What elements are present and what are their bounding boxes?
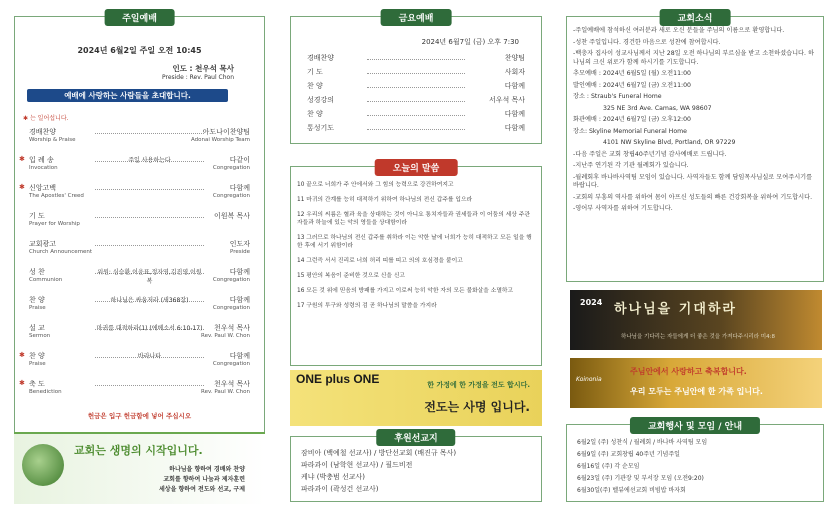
order-row — [15, 183, 264, 209]
order-leader: 천우석 목사 — [213, 380, 250, 388]
order-name-en: Worship & Praise — [29, 137, 76, 143]
friday-item-leader: 다함께 — [504, 124, 525, 132]
order-row — [15, 267, 264, 293]
order-name-en: Communion — [29, 277, 63, 283]
order-leader: 다함께 — [229, 184, 250, 192]
news-item: -다음 주일은 교회 창립40주년기념 감사예배로 드립니다. — [573, 150, 727, 158]
order-leader: 다같이 — [229, 156, 250, 164]
order-name: 기 도 — [29, 212, 45, 220]
friday-worship-panel — [290, 16, 542, 144]
tab-todays-word: 오늘의 말씀 — [375, 159, 458, 176]
order-name: 교회광고 — [29, 240, 57, 248]
verse-item: 15 평안의 복음이 준비한 것으로 신을 신고 — [297, 273, 406, 279]
order-detail: 주일 사용하는다 — [128, 157, 171, 164]
missions-panel — [290, 436, 542, 502]
friday-row — [307, 53, 525, 65]
verse-item: 12 우리의 씨름은 혈과 육을 상대하는 것이 아니요 통치자들과 권세들과 이 어둠의 세상 주관자들과 하늘에 있는 악의 영들을 상대함이라 — [297, 212, 530, 226]
verses-panel — [290, 166, 542, 366]
friday-item-leader: 다함께 — [504, 82, 525, 90]
news-item: 발인예배 : 2024년 6월7일 (금) 오전11:00 — [573, 81, 691, 89]
tab-missions: 후원선교지 — [376, 429, 455, 446]
order-row — [15, 239, 264, 265]
order-name: 찬 양 — [29, 296, 45, 304]
friday-item-leader: 서우석 목사 — [488, 96, 525, 104]
leader-dots — [95, 245, 204, 246]
order-row — [15, 379, 264, 405]
friday-item-name: 찬 양 — [307, 82, 323, 90]
news-item: 추모예배 : 2024년 6월5일 (월) 오전11:00 — [573, 70, 691, 77]
leader-dots — [95, 133, 204, 134]
friday-date: 2024년 6월7일 (금) 오후 7:30 — [421, 38, 519, 46]
order-leader: 이원복 목사 — [213, 212, 250, 220]
news-item: 장소: Skyline Memorial Funeral Home — [573, 127, 687, 135]
leader-dots — [95, 385, 204, 386]
verse-item: 14 그런즉 서서 진리로 너희 허리 띠를 띠고 의의 호심경을 붙이고 — [297, 258, 463, 264]
leader-dots — [95, 189, 204, 190]
friday-item-name: 기 도 — [307, 68, 323, 76]
event-item: 6월9일 (주) 교회창립 40주년 기념주일 — [577, 451, 680, 458]
news-item: -주일예배에 참석하신 여러분과 새로 오신 분들을 주님의 이름으로 환영합니다. — [573, 27, 785, 34]
news-item: -지난주 연기된 각 기관 월례회가 있습니다. — [573, 162, 689, 169]
news-item: -성찬 주일입니다. 경건한 마음으로 성찬에 참여합시다. — [573, 38, 721, 46]
order-leader: 다함께 — [229, 352, 250, 360]
friday-item-leader: 다함께 — [504, 110, 525, 118]
tab-events: 교회행사 및 모임 / 안내 — [630, 417, 760, 434]
tab-friday-worship: 금요예배 — [381, 9, 452, 26]
order-row — [15, 127, 264, 153]
mission-item: 파라과이 (곽성건 선교사) — [301, 485, 379, 493]
order-leader-en: Congregation — [212, 277, 250, 283]
standing-note-text: 는 일어섭니다. — [29, 115, 69, 122]
order-row — [15, 211, 264, 237]
standing-note — [23, 113, 69, 122]
welcome-text: 예배에 사랑하는 사람들을 초대합니다. — [64, 91, 191, 100]
mission-item: 잠비아 (백예철 선교사) / 방단선교회 (배진규 목사) — [301, 449, 457, 457]
order-name-en: Benediction — [29, 389, 62, 395]
news-item: 325 NE 3rd Ave. Camas, WA 98607 — [603, 104, 712, 112]
sunday-worship-panel — [14, 16, 265, 448]
order-name-en: The Apostles' Creed — [29, 193, 84, 199]
news-item: 4101 NW Skyline Blvd, Portland, OR 97229 — [603, 139, 736, 146]
order-name: 설 교 — [29, 324, 45, 332]
order-leader-en: Congregation — [212, 305, 250, 311]
order-leader: 아도나이찬양팀 — [202, 128, 250, 136]
order-leader: 다함께 — [229, 296, 250, 304]
event-item: 6월23일 (주) 기관장 및 부서장 모임 (오전9:20) — [577, 475, 704, 482]
order-name-en: Praise — [29, 305, 46, 311]
order-leader-en: Adonai Worship Team — [190, 137, 250, 143]
friday-row — [307, 95, 525, 107]
tab-sunday-worship: 주일예배 — [104, 9, 175, 26]
banner-line-1: 하나님을 향하여 경배와 찬양 — [169, 466, 245, 473]
order-name-en: Prayer for Worship — [29, 221, 80, 227]
mission-item: 케냐 (박충범 선교사) — [301, 473, 366, 481]
friday-row — [307, 123, 525, 135]
verse-item: 17 구원의 투구와 성령의 검 곧 하나님의 말씀을 가지라 — [297, 303, 437, 309]
order-name-en: Invocation — [29, 165, 58, 171]
theme-2024-banner — [570, 290, 822, 350]
verse-item: 11 마귀의 간계를 능히 대적하기 위하여 하나님의 전신 갑주를 입으라 — [297, 197, 473, 203]
koinonia-line1: 주님안에서 사랑하고 축복합니다. — [630, 367, 747, 376]
event-item: 6월30일(주) 벨뷰에선교회 비빔밥 바자회 — [577, 487, 686, 494]
one-plus-one-line1: 한 가정에 한 가정을 전도 합시다. — [427, 381, 530, 389]
star-icon: ✱ — [23, 115, 29, 122]
friday-row — [307, 81, 525, 93]
friday-item-leader: 찬양팀 — [504, 54, 525, 62]
star-icon: ✱ — [19, 155, 25, 163]
banner-line-3: 세상을 향하여 전도와 선교, 구제 — [159, 486, 245, 493]
order-row — [15, 295, 264, 321]
verse-list — [297, 181, 535, 317]
order-name-en: Church Announcement — [29, 249, 93, 255]
news-item: -백충자 집사이 성교사님께서 지난 28일 오전 하나님의 부르심을 받고 소천하셨습니다. 하나님의 크신 위로가 함께 하시기를 기도합니다. — [573, 50, 814, 66]
order-leader: 다함께 — [229, 268, 250, 276]
order-name: 신앙고백 — [29, 184, 57, 192]
banner-line-2: 교회를 향하여 나눔과 제자훈련 — [163, 476, 245, 483]
banner-title: 교회는 생명의 시작입니다. — [74, 444, 203, 457]
order-leader-en: Rev. Paul W. Chon — [201, 389, 250, 395]
koinonia-banner — [570, 358, 822, 408]
order-leader-en: Congregation — [212, 165, 250, 171]
order-detail: 마귀를 대적하라(1) (에베소서 6:10-17) — [96, 325, 203, 332]
order-detail: 하나님은 싸움저라 (새368장) — [110, 297, 189, 304]
worship-date: 2024년 6월2일 주일 오전 10:45 — [77, 46, 202, 55]
events-panel — [566, 424, 824, 502]
friday-item-leader: 사회자 — [504, 68, 525, 76]
order-name: 경배찬양 — [29, 128, 57, 136]
order-leader-en: Congregation — [212, 361, 250, 367]
friday-item-name: 찬 양 — [307, 110, 323, 118]
event-item: 6월2일 (주) 성찬식 / 월례회 / 바나바 사역팀 모임 — [577, 439, 708, 446]
friday-row — [307, 67, 525, 79]
friday-item-name: 통성기도 — [307, 124, 335, 132]
news-item: -영어부 사역자를 위하여 기도합니다. — [573, 205, 673, 212]
worship-leader: 인도 : 천우석 목사 — [172, 64, 234, 73]
event-list — [577, 437, 817, 497]
friday-item-name: 경배찬양 — [307, 54, 335, 62]
mission-list — [301, 447, 535, 495]
koinonia-line2: 우리 모두는 주님안에 한 가족 입니다. — [630, 387, 763, 396]
news-list — [573, 27, 817, 217]
globe-icon — [22, 444, 64, 486]
welcome-banner — [27, 89, 228, 102]
order-row — [15, 323, 264, 349]
order-leader: 인도자 — [229, 240, 250, 248]
one-plus-one-banner — [290, 370, 542, 426]
verse-item: 13 그러므로 하나님의 전신 갑주를 취하라 이는 악한 날에 너희가 능히 대적하고 모든 일을 행한 후에 서기 위함이라 — [297, 235, 532, 249]
star-icon: ✱ — [19, 379, 25, 387]
friday-item-name: 성경강의 — [307, 96, 335, 104]
order-name: 성 찬 — [29, 268, 45, 276]
order-name: 찬 양 — [29, 352, 45, 360]
news-item: -교회의 부흥의 역사를 위하여 몸이 아프신 성도들의 빠른 건강회복을 위하여 기도합시다. — [573, 193, 813, 201]
one-plus-one-line2: 전도는 사명 입니다. — [424, 400, 530, 414]
leader-dots — [367, 101, 465, 102]
leader-dots — [367, 129, 465, 130]
star-icon: ✱ — [19, 183, 25, 191]
offering-note: 헌금은 입구 헌금함에 넣어 주십시오 — [87, 412, 192, 420]
order-name-en: Praise — [29, 361, 46, 367]
banner-theme-title: 하나님을 기대하라 — [614, 302, 737, 317]
order-detail: 위원: 심승환,이윤표,정자영,김진영,이원복 — [97, 269, 202, 285]
news-item: -월례회후 바나바사역팀 모임이 있습니다. 사역자들도 함께 담임목사님실로 모여주시기를 바랍니다. — [573, 173, 813, 189]
leader-dots — [367, 73, 465, 74]
verse-item: 16 모든 것 위에 믿음의 방패를 가지고 이로써 능히 악한 자의 모든 불화살을 소멸하고 — [297, 288, 514, 294]
koinonia-logo: Koinonia — [576, 376, 602, 383]
order-name: 축 도 — [29, 380, 45, 388]
one-plus-one-title: ONE plus ONE — [296, 372, 380, 386]
church-life-banner — [14, 432, 265, 504]
banner-theme-verse: 하나님을 기다리는 자들에게 더 좋은 것을 가져다주시리라 미4:8 — [621, 334, 775, 340]
news-item: 화관예배 : 2024년 6월7일 (금) 오후12:00 — [573, 116, 691, 123]
verse-item: 10 끝으로 너희가 주 안에서와 그 힘의 능력으로 강건하여지고 — [297, 182, 454, 188]
mission-item: 파라과이 (남학현 선교사) / 필드비전 — [301, 461, 413, 469]
order-leader: 천우석 목사 — [213, 324, 250, 332]
order-row — [15, 155, 264, 181]
order-name-en: Sermon — [29, 333, 51, 339]
friday-row — [307, 109, 525, 121]
church-news-panel — [566, 16, 824, 282]
order-leader-en: Congregation — [212, 193, 250, 199]
news-item: 장소 : Straub's Funeral Home — [573, 93, 662, 100]
worship-leader-en: Preside : Rev. Paul Chon — [161, 74, 234, 81]
leader-dots — [367, 59, 465, 60]
banner-year: 2024 — [580, 298, 603, 307]
leader-dots — [367, 115, 465, 116]
event-item: 6월16일 (주) 각 순모임 — [577, 463, 640, 470]
star-icon: ✱ — [19, 351, 25, 359]
order-name: 입 례 송 — [29, 156, 54, 164]
tab-church-news: 교회소식 — [660, 9, 731, 26]
order-leader-en: Rev. Paul W. Chon — [201, 333, 250, 339]
leader-dots — [367, 87, 465, 88]
order-detail: 바라나타 — [137, 353, 162, 360]
order-row — [15, 351, 264, 377]
leader-dots — [95, 217, 204, 218]
order-leader-en: Preside — [229, 249, 250, 255]
